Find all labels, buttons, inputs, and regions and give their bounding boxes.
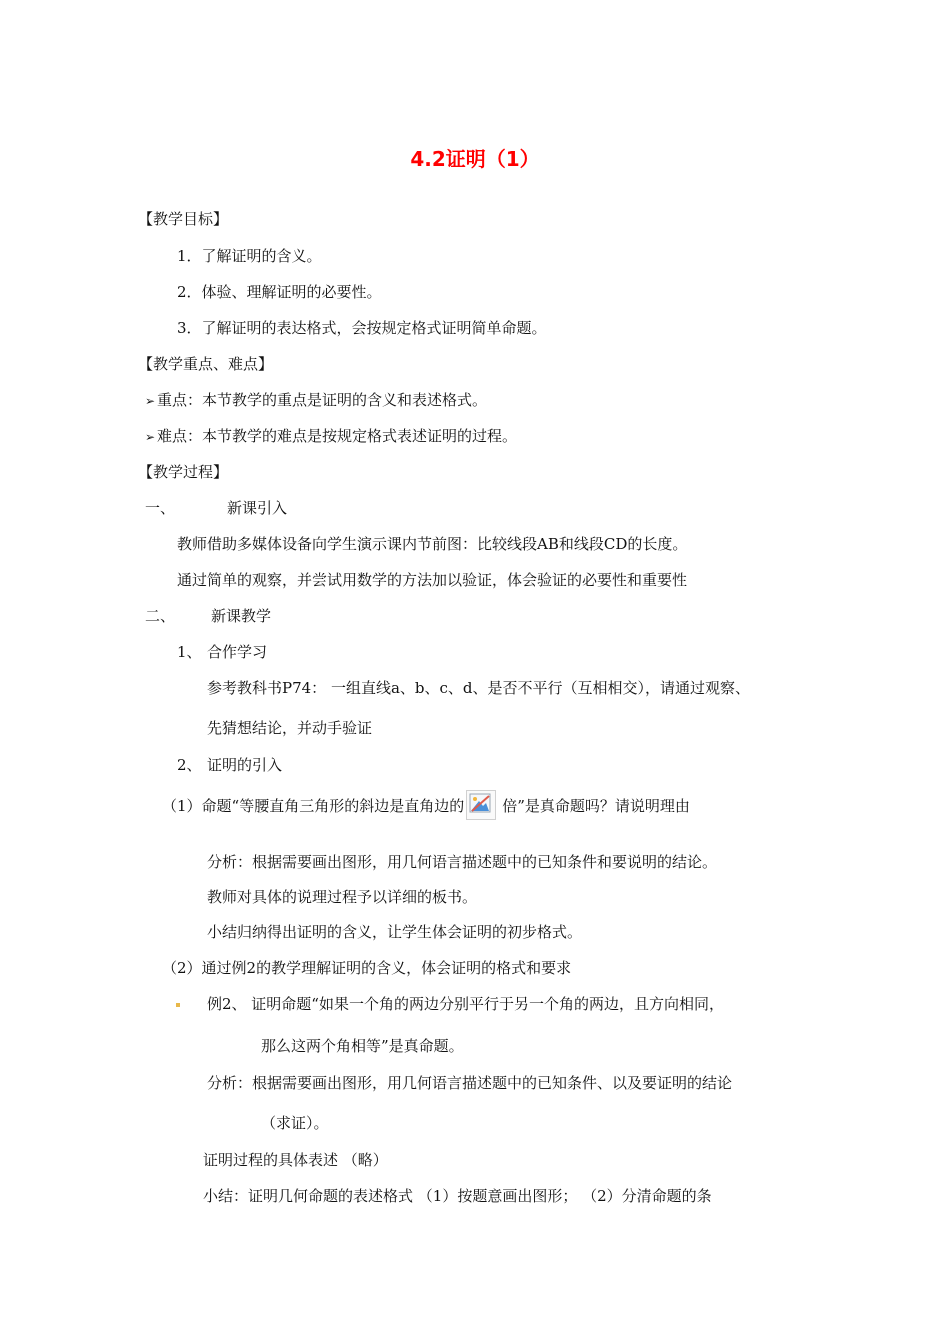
subsection-2-heading: 证明的引入 (207, 756, 283, 774)
document-title: 4.2证明（1） (410, 147, 540, 171)
arrow-bullet-icon: ➢ (145, 430, 156, 444)
part1-paragraph-1: 教师借助多媒体设备向学生演示课内节前图：比较线段AB和线段CD的长度。 (177, 535, 688, 553)
summary-2: 小结：证明几何命题的表述格式 （1）按题意画出图形； （2）分清命题的条 (203, 1187, 712, 1205)
subsection-1-number: 1、 (177, 643, 202, 661)
part2-number: 二、 (145, 607, 176, 625)
subsection-2-number: 2、 (177, 756, 202, 774)
process-heading: 【教学过程】 (138, 463, 229, 481)
sqrt2-image-icon (466, 790, 496, 820)
marker-dot (176, 1003, 180, 1007)
objective-2: 2．体验、理解证明的必要性。 (177, 283, 382, 301)
analysis-1: 分析：根据需要画出图形，用几何语言描述题中的已知条件和要说明的结论。 (207, 853, 718, 871)
objective-3: 3．了解证明的表达格式，会按规定格式证明简单命题。 (177, 319, 547, 337)
focus-heading: 【教学重点、难点】 (138, 355, 274, 373)
focus-item-2 (145, 426, 517, 447)
question-1 (162, 792, 690, 822)
focus-item-2-text: 难点：本节教学的难点是按规定格式表述证明的过程。 (157, 427, 518, 445)
subsection-1-heading: 合作学习 (207, 643, 268, 661)
example-2-line-2: 那么这两个角相等”是真命题。 (261, 1037, 464, 1055)
proof-statement: 证明过程的具体表述 （略） (203, 1151, 388, 1169)
question-2: （2）通过例2的教学理解证明的含义，体会证明的格式和要求 (162, 959, 572, 977)
question-1-text-after: 倍”是真命题吗？请说明理由 (502, 797, 690, 815)
example-2-line-1: 例2、 证明命题“如果一个角的两边分别平行于另一个角的两边，且方向相同， (207, 995, 724, 1013)
question-1-text-before: （1）命题“等腰直角三角形的斜边是直角边的 (162, 797, 465, 815)
arrow-bullet-icon: ➢ (145, 394, 156, 408)
objective-1: 1．了解证明的含义。 (177, 247, 322, 265)
analysis-2-line-2: （求证）。 (261, 1114, 329, 1132)
analysis-2-line-1: 分析：根据需要画出图形，用几何语言描述题中的已知条件、以及要证明的结论 (207, 1074, 733, 1092)
subsection-1-paragraph-1: 参考教科书P74： 一组直线a、b、c、d、是否不平行（互相相交），请通过观察、 (207, 679, 750, 697)
focus-item-1-text: 重点：本节教学的重点是证明的含义和表述格式。 (157, 391, 488, 409)
focus-item-1 (145, 390, 487, 411)
objectives-heading: 【教学目标】 (138, 210, 229, 228)
board-note: 教师对具体的说理过程予以详细的板书。 (207, 888, 478, 906)
subsection-1-paragraph-2: 先猜想结论，并动手验证 (207, 719, 373, 737)
part1-heading: 新课引入 (227, 499, 288, 517)
summary-1: 小结归纳得出证明的含义，让学生体会证明的初步格式。 (207, 923, 583, 941)
part1-paragraph-2: 通过简单的观察，并尝试用数学的方法加以验证，体会验证的必要性和重要性 (177, 571, 688, 589)
part1-number: 一、 (145, 499, 176, 517)
part2-heading: 新课教学 (211, 607, 272, 625)
